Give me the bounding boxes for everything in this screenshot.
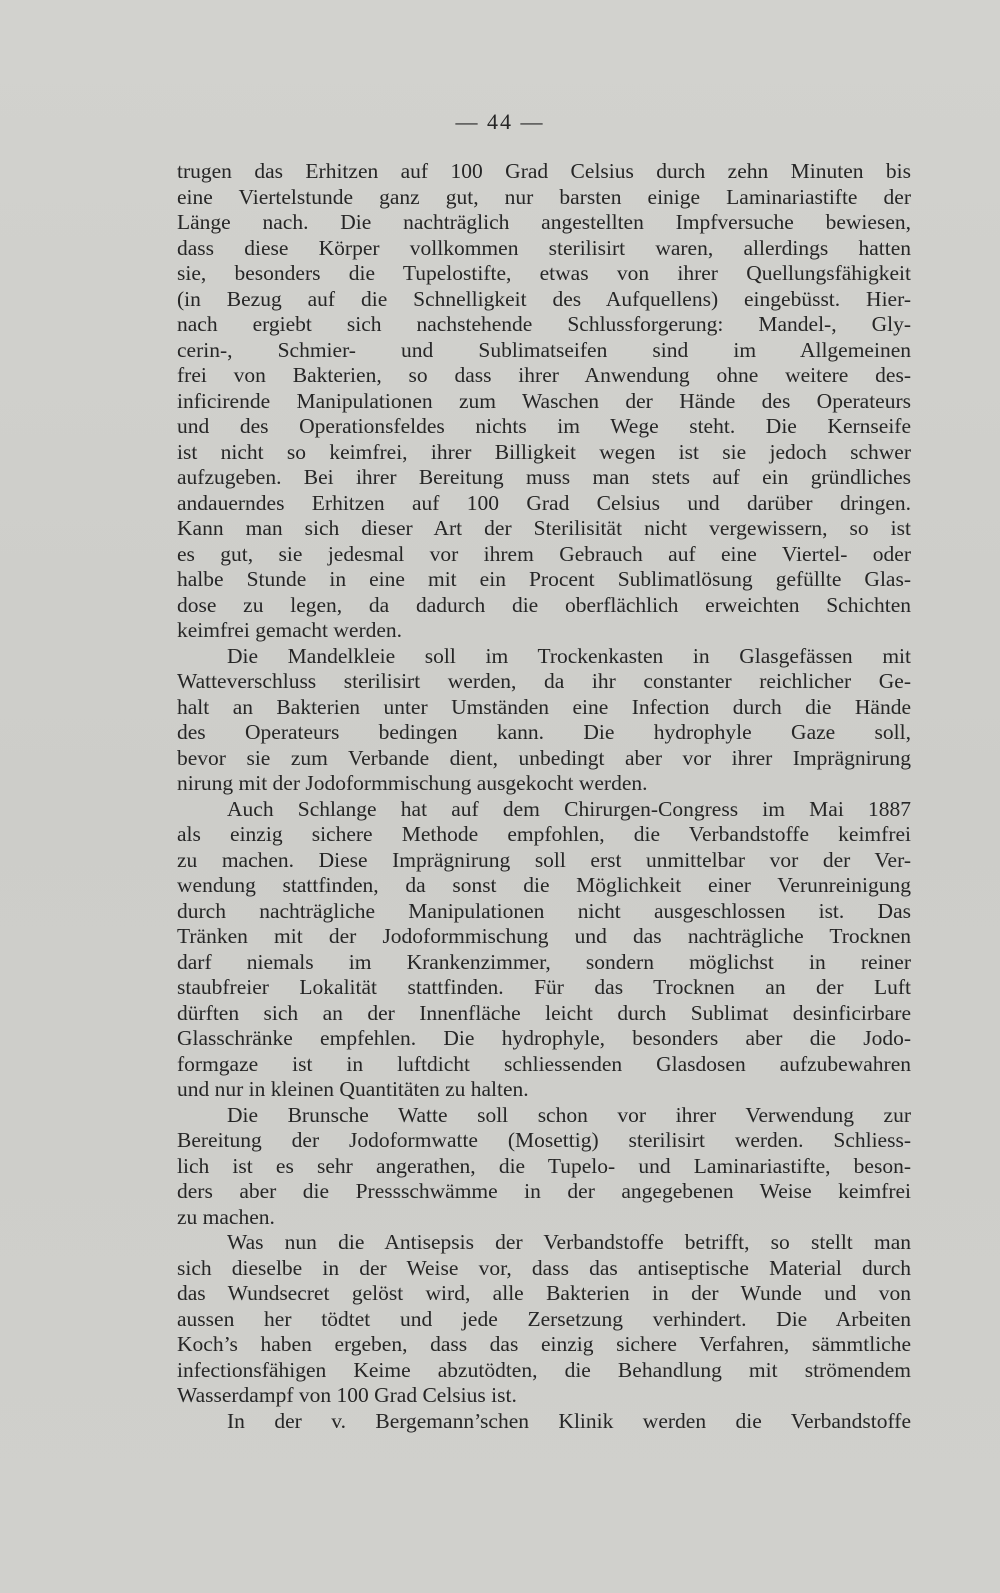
text-line: frei von Bakterien, so dass ihrer Anwendung ohne weitere des- <box>177 363 911 387</box>
text-line: Auch Schlange hat auf dem Chirurgen-Congress im Mai 1887 <box>227 796 911 821</box>
text-line: zu machen. Diese Imprägnirung soll erst unmittelbar vor der Ver- <box>177 847 911 872</box>
text-line: inficirende Manipulationen zum Waschen der Hände des Operateurs <box>177 388 911 413</box>
text-line: wendung stattfinden, da sonst die Möglichkeit einer Verunreinigung <box>177 873 911 897</box>
text-line: nirung mit der Jodoformmischung ausgekocht werden. <box>177 771 648 795</box>
text-line: sie, besonders die Tupelostifte, etwas von ihrer Quellungsfähigkeit <box>177 261 911 285</box>
text-line: In der v. Bergemann’schen Klinik werden die Verbandstoffe <box>227 1408 911 1433</box>
text-line: infectionsfähigen Keime abzutödten, die Behandlung mit strömendem <box>177 1357 911 1382</box>
text-line: das Wundsecret gelöst wird, alle Bakterien in der Wunde und von <box>177 1281 911 1305</box>
text-line: lich ist es sehr angerathen, die Tupelo- und Laminariastifte, beson- <box>177 1153 911 1178</box>
text-line: aussen her tödtet und jede Zersetzung verhindert. Die Arbeiten <box>177 1306 911 1331</box>
text-line: dass diese Körper vollkommen sterilisirt waren, allerdings hatten <box>177 235 911 260</box>
text-line: Koch’s haben ergeben, dass das einzig sichere Verfahren, sämmtliche <box>177 1332 911 1356</box>
text-line: Was nun die Antisepsis der Verbandstoffe betrifft, so stellt man <box>227 1230 911 1254</box>
text-line: Wasserdampf von 100 Grad Celsius ist. <box>177 1383 517 1407</box>
text-line: bevor sie zum Verbande dient, unbedingt aber vor ihrer Imprägnirung <box>177 745 911 770</box>
text-line: halbe Stunde in eine mit ein Procent Sublimatlösung gefüllte Glas- <box>177 567 911 591</box>
body-text <box>177 159 911 1434</box>
text-line: Kann man sich dieser Art der Sterilisität nicht vergewissern, so ist <box>177 516 911 540</box>
text-line: Bereitung der Jodoformwatte (Mosettig) sterilisirt werden. Schliess- <box>177 1128 911 1152</box>
text-line: (in Bezug auf die Schnelligkeit des Aufquellens) eingebüsst. Hier- <box>177 286 911 311</box>
text-line: formgaze ist in luftdicht schliessenden Glasdosen aufzubewahren <box>177 1051 911 1076</box>
text-line: trugen das Erhitzen auf 100 Grad Celsius durch zehn Minuten bis <box>177 159 911 183</box>
text-line: keimfrei gemacht werden. <box>177 618 403 642</box>
text-line: halt an Bakterien unter Umständen eine Infection durch die Hände <box>177 694 911 719</box>
text-line: und des Operationsfeldes nichts im Wege steht. Die Kernseife <box>177 414 911 438</box>
text-line: es gut, sie jedesmal vor ihrem Gebrauch auf eine Viertel- oder <box>177 541 911 566</box>
text-line: Tränken mit der Jodoformmischung und das nachträgliche Trocknen <box>177 924 911 948</box>
text-line: aufzugeben. Bei ihrer Bereitung muss man stets auf ein gründliches <box>177 465 911 489</box>
text-line: Glasschränke empfehlen. Die hydrophyle, besonders aber die Jodo- <box>177 1026 911 1050</box>
text-line: eine Viertelstunde ganz gut, nur barsten einige Laminariastifte der <box>177 184 911 209</box>
text-line: des Operateurs bedingen kann. Die hydrophyle Gaze soll, <box>177 720 911 744</box>
text-line: sich dieselbe in der Weise vor, dass das antiseptische Material durch <box>177 1255 911 1280</box>
text-line: Die Mandelkleie soll im Trockenkasten in Glasgefässen mit <box>227 643 911 668</box>
text-line: dose zu legen, da dadurch die oberflächlich erweichten Schichten <box>177 592 911 617</box>
page-number: — 44 — <box>455 109 545 134</box>
text-line: nach ergiebt sich nachstehende Schlussforgerung: Mandel-, Gly- <box>177 312 911 336</box>
text-line: Die Brunsche Watte soll schon vor ihrer Verwendung zur <box>227 1102 911 1127</box>
text-line: darf niemals im Krankenzimmer, sondern möglichst in reiner <box>177 949 911 974</box>
text-line: staubfreier Lokalität stattfinden. Für das Trocknen an der Luft <box>177 975 911 999</box>
text-line: ders aber die Pressschwämme in der angegebenen Weise keimfrei <box>177 1179 911 1203</box>
text-line: andauerndes Erhitzen auf 100 Grad Celsius und darüber dringen. <box>177 490 911 515</box>
text-line: ist nicht so keimfrei, ihrer Billigkeit wegen ist sie jedoch schwer <box>177 439 911 464</box>
text-line: cerin-, Schmier- und Sublimatseifen sind im Allgemeinen <box>177 337 911 362</box>
text-line: und nur in kleinen Quantitäten zu halten. <box>177 1077 529 1101</box>
text-line: zu machen. <box>177 1204 275 1229</box>
text-line: als einzig sichere Methode empfohlen, die Verbandstoffe keimfrei <box>177 822 911 846</box>
text-line: Länge nach. Die nachträglich angestellten Impfversuche bewiesen, <box>177 210 911 234</box>
text-line: dürften sich an der Innenfläche leicht durch Sublimat desinficirbare <box>177 1000 911 1025</box>
text-line: Watteverschluss sterilisirt werden, da ihr constanter reichlicher Ge- <box>177 669 911 693</box>
text-line: durch nachträgliche Manipulationen nicht ausgeschlossen ist. Das <box>177 898 911 923</box>
